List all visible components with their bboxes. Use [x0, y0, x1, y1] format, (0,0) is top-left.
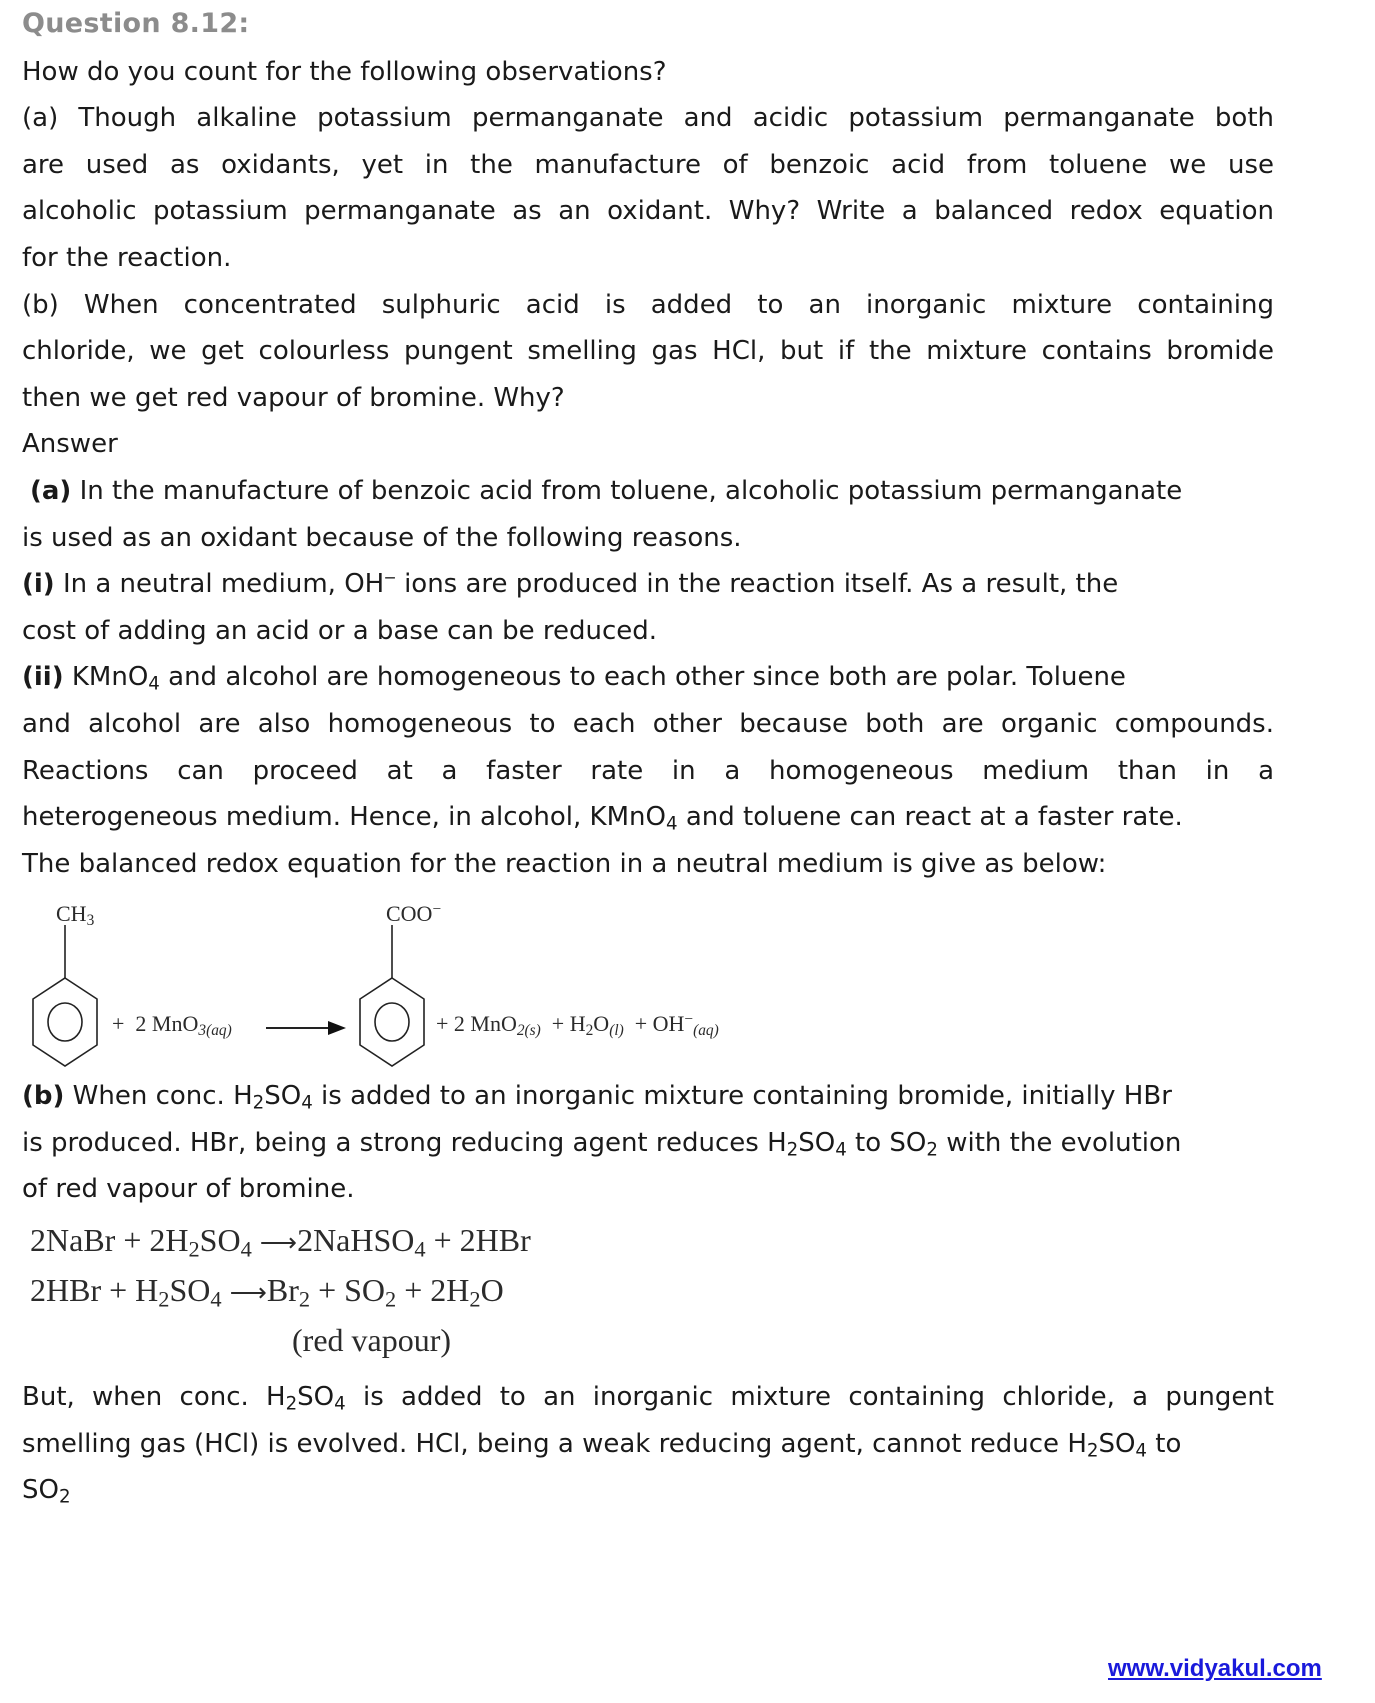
answer-a-text: In the manufacture of benzoic acid from toluene, alcoholic potassium permanganate	[71, 476, 1183, 506]
reagent-text: + 2 MnO$_{3(aq)}$	[112, 1011, 232, 1039]
arrow-icon: ⟶	[259, 1228, 298, 1257]
arrow-icon: ⟶	[229, 1278, 267, 1307]
benzene-rings-arrow-graphic	[0, 895, 900, 1075]
products-text: + 2 $MnO_{2(s)} + H_2O_{(l)} + OH^-_{(aq)}$	[436, 1010, 719, 1039]
answer-b-line-3: of red vapour of bromine.	[22, 1174, 355, 1204]
answer-i-text: In a neutral medium, OH	[54, 569, 385, 599]
part-b-line-3: then we get red vapour of bromine. Why?	[22, 383, 565, 413]
bromide-equation-2: $2HBr + H_2SO_4$ $⟶Br_2 + SO_2 + 2H_2O$	[30, 1272, 504, 1312]
part-a-line-4: for the reaction.	[22, 243, 232, 273]
question-prompt: How do you count for the following observations?	[22, 57, 667, 87]
conclusion-line-2: smelling gas (HCl) is evolved. HCl, being a weak reducing agent, cannot reduce $H_2SO_4$ to	[22, 1429, 1182, 1462]
answer-a-label: (a)	[30, 476, 72, 506]
part-b-line-2: chloride, we get colourless pungent smelling gas HCl, but if the mixture contains bromide	[22, 336, 1274, 366]
answer-ii-line-5: The balanced redox equation for the reaction in a neutral medium is give as below:	[22, 849, 1107, 879]
part-b-line-1: (b) When concentrated sulphuric acid is added to an inorganic mixture containing	[22, 290, 1274, 320]
answer-ii-label: (ii)	[22, 662, 64, 692]
product-carboxylate-group: COO−	[386, 900, 442, 926]
conclusion-line-1: But, when conc. $H_2SO_4$ is added to an inorganic mixture containing chloride, a pungent	[22, 1382, 1275, 1415]
answer-b-label: (b)	[22, 1081, 65, 1111]
answer-ii-line-2: and alcohol are also homogeneous to each other because both are organic compounds.	[22, 709, 1274, 739]
answer-ii-line-1	[22, 660, 1274, 694]
vidyakul-link[interactable]: www.vidyakul.com	[1108, 1655, 1322, 1682]
answer-a-line-1	[30, 474, 1274, 508]
part-a-line-2: are used as oxidants, yet in the manufacture of benzoic acid from toluene we use	[22, 150, 1274, 180]
part-a-line-3: alcoholic potassium permanganate as an oxidant. Why? Write a balanced redox equation	[22, 196, 1274, 226]
conclusion-line-3: $SO_2$	[22, 1475, 71, 1508]
answer-b-line-1: (b) When conc. $H_2SO_4$ is added to an inorganic mixture containing bromide, initially HBr	[22, 1081, 1172, 1114]
answer-ii-line-3: Reactions can proceed at a faster rate in a homogeneous medium than in a	[22, 756, 1274, 786]
answer-a-line-2: is used as an oxidant because of the following reasons.	[22, 523, 742, 553]
answer-i-text: ions are produced in the reaction itself. As a result, the	[395, 569, 1119, 599]
answer-ii-text: heterogeneous medium. Hence, in alcohol, KMnO	[22, 802, 666, 832]
subscript: 4	[665, 813, 678, 835]
answer-i-line-1	[22, 567, 1274, 601]
reactant-methyl-group: $CH_3$	[56, 901, 95, 929]
bromide-equation-1: 2NaBr + $2H_2SO_4$ ⟶2NaHSO$_4$ + 2HBr	[30, 1222, 531, 1262]
answer-b-line-2: is produced. HBr, being a strong reducing agent reduces $H_2SO_4$ to $SO_2$ with the evolution	[22, 1128, 1182, 1161]
answer-i-label: (i)	[22, 569, 55, 599]
superscript: ‒	[384, 566, 396, 588]
answer-ii-text: KMnO	[63, 662, 149, 692]
answer-ii-text: and alcohol are homogeneous to each other since both are polar. Toluene	[159, 662, 1126, 692]
answer-ii-text: and toluene can react at a faster rate.	[677, 802, 1183, 832]
question-title: Question 8.12:	[22, 8, 250, 39]
answer-label: Answer	[22, 429, 118, 459]
answer-ii-line-4	[22, 800, 1274, 834]
subscript: 4	[148, 673, 160, 695]
red-vapour-note: (red vapour)	[292, 1322, 452, 1358]
toluene-oxidation-diagram	[0, 895, 900, 1075]
answer-i-line-2: cost of adding an acid or a base can be reduced.	[22, 616, 658, 646]
part-a-line-1: (a) Though alkaline potassium permanganate and acidic potassium permanganate both	[22, 103, 1274, 133]
